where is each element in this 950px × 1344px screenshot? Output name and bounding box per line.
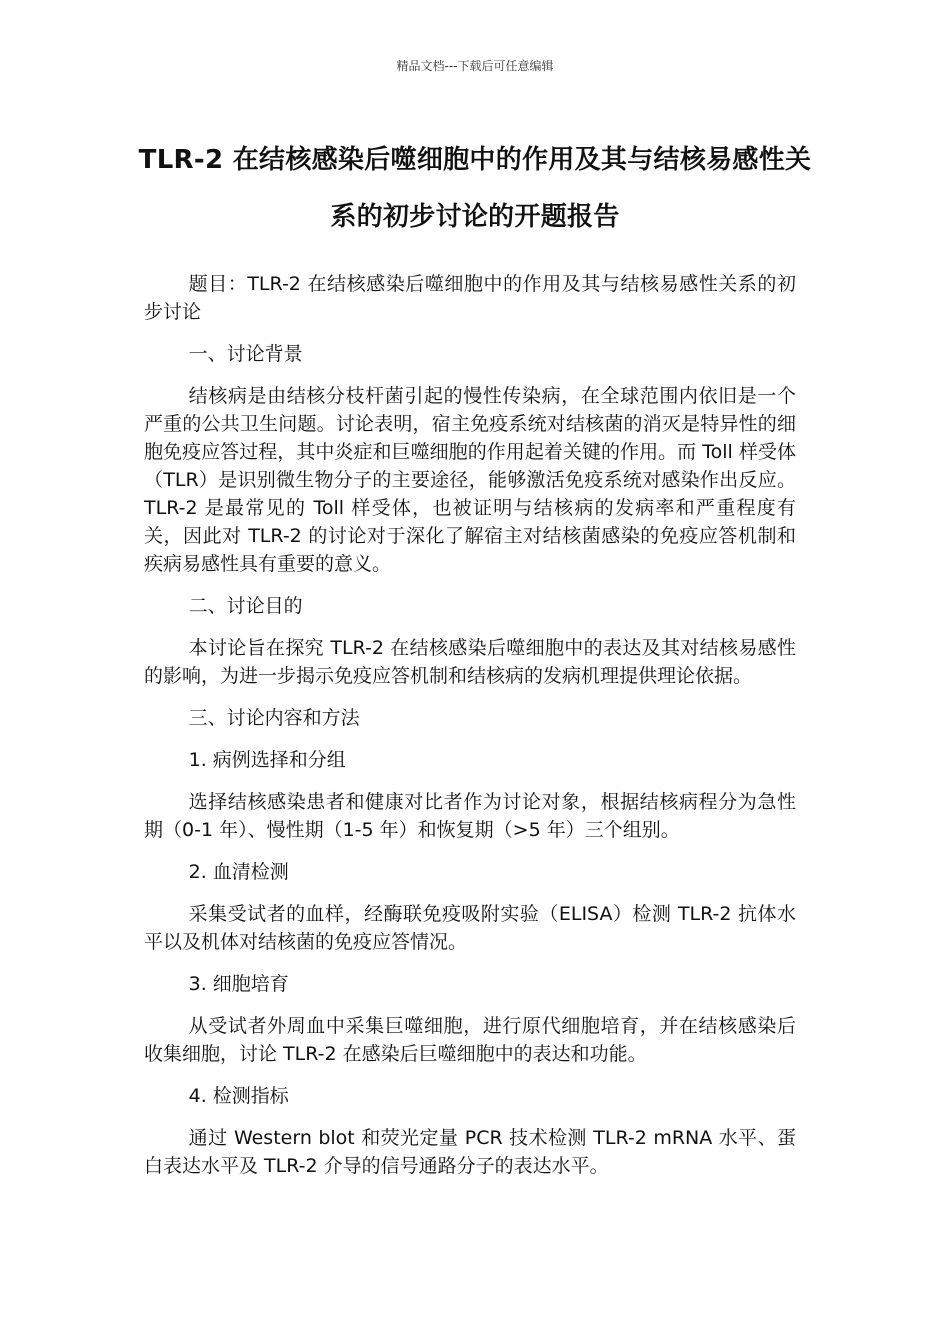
paragraph-indicators: 通过 Western blot 和荧光定量 PCR 技术检测 TLR-2 mRNA 水平、蛋白表达水平及 TLR-2 介导的信号通路分子的表达水平。 (144, 1127, 796, 1177)
subheading-cell-culture: 3. 细胞培育 (188, 973, 289, 995)
section-heading-methods: 三、讨论内容和方法 (188, 707, 360, 729)
subheading-serum-test: 2. 血清检测 (188, 861, 289, 883)
document-title: TLR-2 在结核感染后噬细胞中的作用及其与结核易感性关系的初步讨论的开题报告 (138, 145, 812, 232)
paragraph-purpose: 本讨论旨在探究 TLR-2 在结核感染后噬细胞中的表达及其对结核易感性的影响，为进一步揭示免疫应答机制和结核病的发病机理提供理论依据。 (144, 637, 796, 687)
section-heading-background: 一、讨论背景 (188, 343, 303, 365)
header-note: 精品文档---下载后可任意编辑 (396, 59, 554, 73)
paragraph-serum-test: 采集受试者的血样，经酶联免疫吸附实验（ELISA）检测 TLR-2 抗体水平以及机体对结核菌的免疫应答情况。 (144, 903, 796, 953)
paragraph-cell-culture: 从受试者外周血中采集巨噬细胞，进行原代细胞培育，并在结核感染后收集细胞，讨论 TLR-2 在感染后巨噬细胞中的表达和功能。 (144, 1015, 796, 1065)
section-heading-purpose: 二、讨论目的 (188, 595, 303, 617)
subheading-indicators: 4. 检测指标 (188, 1085, 289, 1107)
paragraph-background: 结核病是由结核分枝杆菌引起的慢性传染病，在全球范围内依旧是一个严重的公共卫生问题。讨论表明，宿主免疫系统对结核菌的消灭是特异性的细胞免疫应答过程，其中炎症和巨噬细胞的作用起着关键的作用。而 Toll 样受体（TLR）是识别微生物分子的主要途径，能够激活免疫系统对感染作出反应。TLR-2 是最常见的 Toll 样受体，也被证明与结核病的发病率和严重程度有关，因此对 TLR-2 的讨论对于深化了解宿主对结核菌感染的免疫应答机制和疾病易感性具有重要的意义。 (144, 385, 797, 575)
document-body (144, 270, 796, 1194)
paragraph-case-selection: 选择结核感染患者和健康对比者作为讨论对象，根据结核病程分为急性期（0-1 年）、慢性期（1-5 年）和恢复期（>5 年）三个组别。 (144, 791, 796, 841)
subheading-case-selection: 1. 病例选择和分组 (188, 749, 346, 771)
paragraph-topic: 题目：TLR-2 在结核感染后噬细胞中的作用及其与结核易感性关系的初步讨论 (144, 273, 796, 323)
